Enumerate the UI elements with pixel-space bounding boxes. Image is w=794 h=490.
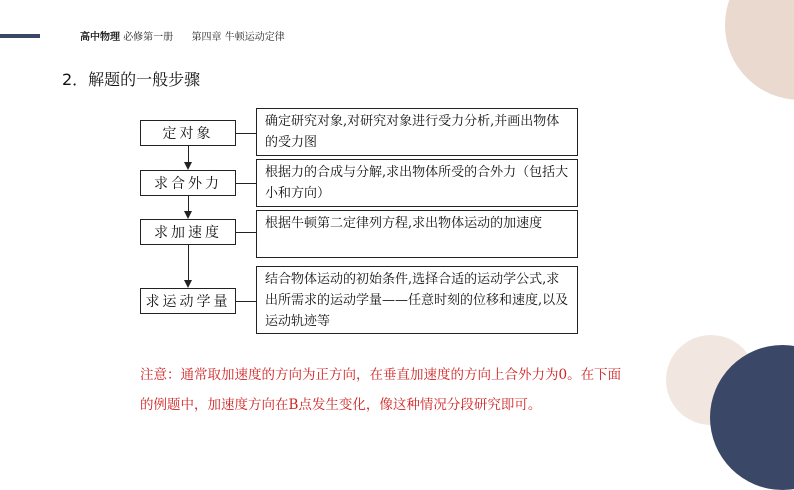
- header-volume: 必修第一册: [123, 32, 174, 43]
- flow-arrow-line-2: [188, 196, 189, 211]
- connector-line-1: [236, 133, 256, 134]
- section-title: 2．解题的一般步骤: [62, 70, 201, 89]
- flow-arrow-line-3: [188, 245, 189, 280]
- step-description-4: 结合物体运动的初始条件,选择合适的运动学公式,求出所需求的运动学量——任意时刻的位移和速度,以及运动轨迹等: [256, 266, 578, 334]
- flow-arrow-head-1: [184, 162, 192, 170]
- step-box-1: 定对象: [140, 120, 236, 146]
- step-description-2: 根据力的合成与分解,求出物体所受的合外力（包括大小和方向）: [256, 159, 578, 207]
- header-chapter: 第四章 牛顿运动定律: [191, 32, 285, 43]
- step-box-4: 求运动学量: [140, 288, 236, 314]
- connector-line-3: [236, 232, 256, 233]
- step-box-3: 求加速度: [140, 219, 236, 245]
- flow-arrow-line-1: [188, 146, 189, 162]
- note-text: 注意：通常取加速度的方向为正方向，在垂直加速度的方向上合外力为0。在下面的例题中，加速度方向在B点发生变化，像这种情况分段研究即可。: [140, 367, 622, 413]
- header-accent-bar: [0, 34, 40, 38]
- header-book: 高中物理: [80, 32, 120, 43]
- step-description-1: 确定研究对象,对研究对象进行受力分析,并画出物体的受力图: [256, 108, 578, 156]
- flow-arrow-head-2: [184, 211, 192, 219]
- step-box-2: 求合外力: [140, 170, 236, 196]
- step-description-3: 根据牛顿第二定律列方程,求出物体运动的加速度: [256, 210, 578, 258]
- page-header: [80, 28, 285, 43]
- decorative-circle-top: [725, 0, 794, 100]
- connector-line-2: [236, 183, 256, 184]
- connector-line-4: [236, 301, 256, 302]
- flow-arrow-head-3: [184, 280, 192, 288]
